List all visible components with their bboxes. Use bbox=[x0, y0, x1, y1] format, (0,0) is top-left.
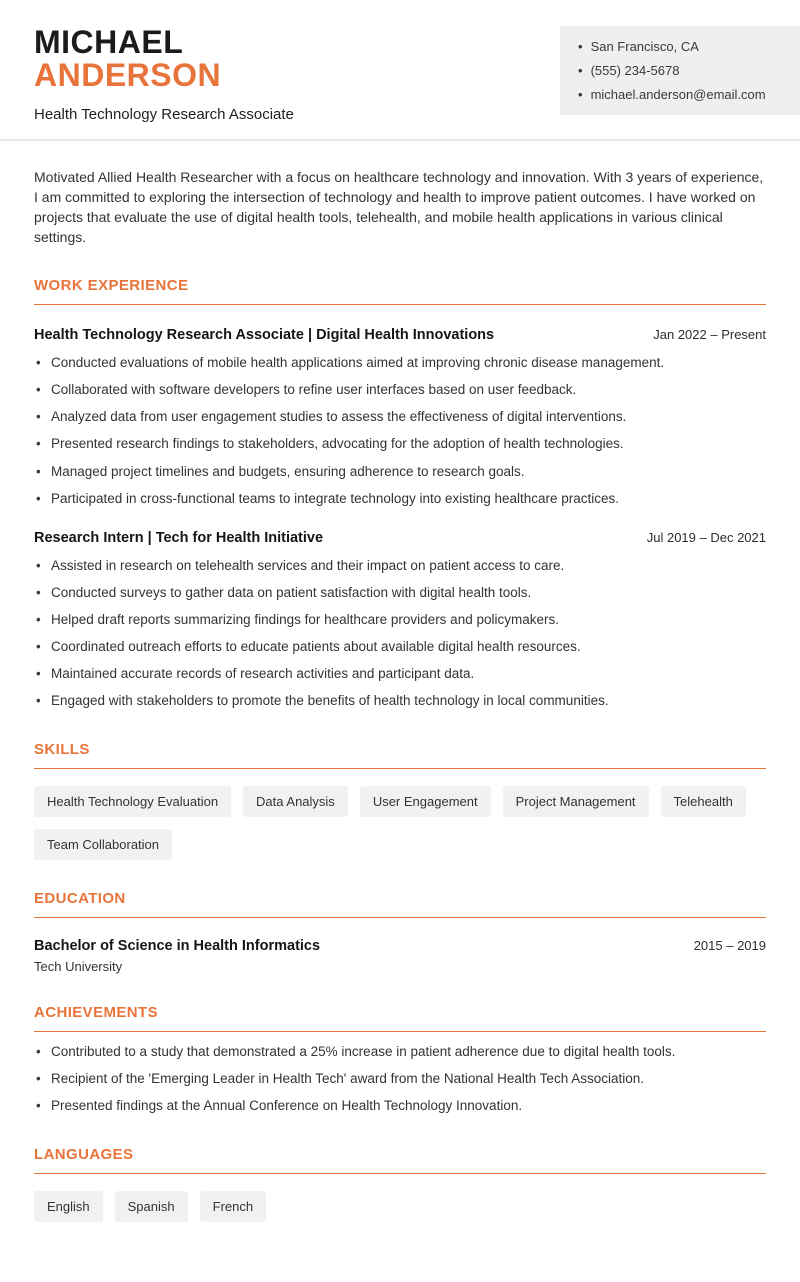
job-dates: Jul 2019 – Dec 2021 bbox=[646, 530, 766, 546]
education-entry bbox=[34, 938, 766, 974]
language-tag: English bbox=[34, 1191, 103, 1222]
section-title-skills: SKILLS bbox=[34, 741, 766, 769]
job-header bbox=[34, 327, 766, 343]
job-dates: Jan 2022 – Present bbox=[653, 327, 766, 343]
bullet-item: • Conducted surveys to gather data on patient satisfaction with digital health tools. bbox=[34, 583, 766, 603]
bullet-item: • Analyzed data from user engagement studies to assess the effectiveness of digital interventions. bbox=[34, 407, 766, 427]
school-name: Tech University bbox=[34, 959, 123, 974]
header-job-title: Health Technology Research Associate bbox=[34, 106, 294, 124]
section-title-achievements: ACHIEVEMENTS bbox=[34, 1004, 766, 1032]
first-name: MICHAEL bbox=[34, 24, 184, 60]
section-skills bbox=[34, 741, 766, 860]
section-languages bbox=[34, 1146, 766, 1222]
skill-tag: User Engagement bbox=[360, 786, 491, 817]
bullet-item: • Managed project timelines and budgets, ensuring adherence to research goals. bbox=[34, 462, 766, 482]
bullet-item: • Helped draft reports summarizing findings for healthcare providers and policymakers. bbox=[34, 610, 766, 630]
bullet-icon: • bbox=[578, 63, 583, 78]
job-title: Research Intern | Tech for Health Initiative bbox=[34, 530, 324, 547]
name-block bbox=[34, 26, 294, 123]
contact-item bbox=[578, 87, 784, 102]
header-divider bbox=[0, 139, 800, 141]
last-name: ANDERSON bbox=[34, 56, 222, 93]
section-achievements bbox=[34, 1004, 766, 1116]
job-bullet-list bbox=[34, 353, 766, 508]
contact-item bbox=[578, 63, 784, 78]
job-entry bbox=[34, 530, 766, 711]
bullet-icon: • bbox=[578, 87, 583, 102]
resume-header bbox=[0, 0, 800, 123]
section-title-work-experience: WORK EXPERIENCE bbox=[34, 277, 766, 305]
language-tag: French bbox=[200, 1191, 266, 1222]
bullet-item: • Engaged with stakeholders to promote the benefits of health technology in local communities. bbox=[34, 691, 766, 711]
job-header bbox=[34, 530, 766, 546]
skill-tag: Project Management bbox=[503, 786, 649, 817]
section-education bbox=[34, 890, 766, 974]
skill-tag: Health Technology Evaluation bbox=[34, 786, 231, 817]
contact-box bbox=[560, 26, 800, 115]
languages-tag-list bbox=[34, 1191, 766, 1222]
language-tag: Spanish bbox=[115, 1191, 188, 1222]
bullet-item: • Contributed to a study that demonstrated a 25% increase in patient adherence due to digital health tools. bbox=[34, 1042, 766, 1062]
contact-text: (555) 234-5678 bbox=[590, 63, 680, 78]
person-name bbox=[34, 26, 294, 91]
contact-text: michael.anderson@email.com bbox=[590, 87, 766, 102]
section-title-education: EDUCATION bbox=[34, 890, 766, 918]
bullet-item: • Recipient of the 'Emerging Leader in Health Tech' award from the National Health Tech Association. bbox=[34, 1069, 766, 1089]
bullet-item: • Participated in cross-functional teams to integrate technology into existing healthcare practices. bbox=[34, 489, 766, 509]
job-entry bbox=[34, 327, 766, 508]
education-dates: 2015 – 2019 bbox=[693, 938, 766, 953]
bullet-item: • Presented research findings to stakeholders, advocating for the adoption of health technologies. bbox=[34, 434, 766, 454]
degree-title: Bachelor of Science in Health Informatics bbox=[34, 938, 321, 954]
bullet-item: • Coordinated outreach efforts to educate patients about available digital health resources. bbox=[34, 637, 766, 657]
education-header bbox=[34, 938, 766, 954]
job-title: Health Technology Research Associate | Digital Health Innovations bbox=[34, 327, 495, 344]
job-bullet-list bbox=[34, 556, 766, 711]
bullet-item: • Assisted in research on telehealth services and their impact on patient access to care. bbox=[34, 556, 766, 576]
contact-text: San Francisco, CA bbox=[590, 39, 699, 54]
bullet-item: • Conducted evaluations of mobile health applications aimed at improving chronic disease management. bbox=[34, 353, 766, 373]
bullet-item: • Presented findings at the Annual Conference on Health Technology Innovation. bbox=[34, 1096, 766, 1116]
bullet-item: • Maintained accurate records of research activities and participant data. bbox=[34, 664, 766, 684]
skills-tag-list bbox=[34, 786, 766, 860]
bullet-icon: • bbox=[578, 39, 583, 54]
skill-tag: Telehealth bbox=[661, 786, 746, 817]
contact-item bbox=[578, 39, 784, 54]
bullet-item: • Collaborated with software developers to refine user interfaces based on user feedback. bbox=[34, 380, 766, 400]
section-work-experience bbox=[34, 277, 766, 711]
summary-text: Motivated Allied Health Researcher with a focus on healthcare technology and innovation. With 3 years of experience, I am committed to exploring the intersection of technology and health to improve patient outcomes. I have worked on projects that evaluate the use of digital health tools, telehealth, and mobile health applications in various clinical settings. bbox=[34, 169, 764, 246]
skill-tag: Team Collaboration bbox=[34, 829, 172, 860]
skill-tag: Data Analysis bbox=[243, 786, 348, 817]
achievements-bullet-list bbox=[34, 1042, 766, 1116]
resume-content bbox=[0, 167, 800, 1221]
section-title-languages: LANGUAGES bbox=[34, 1146, 766, 1174]
